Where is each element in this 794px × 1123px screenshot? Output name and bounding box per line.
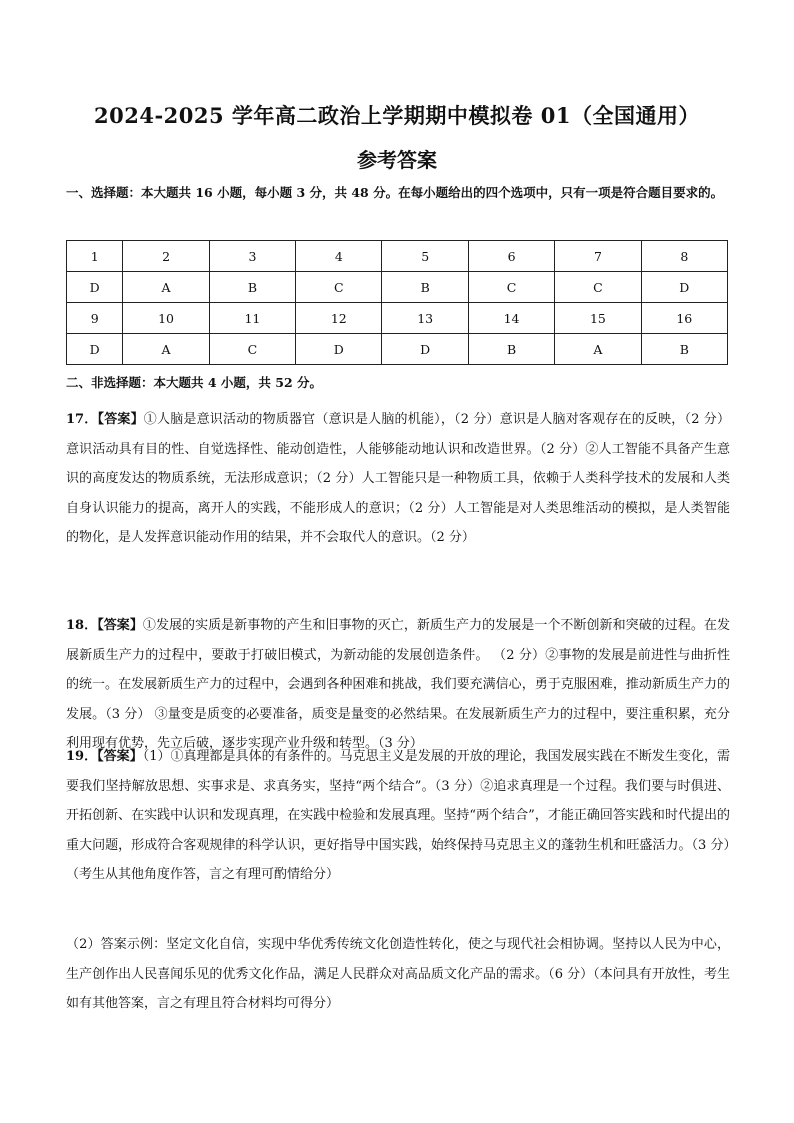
question-number-cell: 2 <box>123 241 209 272</box>
answer-cell: A <box>123 272 209 303</box>
question-number-cell: 6 <box>468 241 554 272</box>
answer-cell: B <box>468 334 554 365</box>
answer-text: ①发展的实质是新事物的产生和旧事物的灭亡，新质生产力的发展是一个不断创新和突破的过程。在发展新质生产力的过程中，要敢于打破旧模式，为新动能的发展创造条件。 （2 分）②事物的发展是前进性与曲折性的统一。在发展新质生产力的过程中，会遇到各种困难和挑战，我们要充满信心，勇于克服困难，推动新质生产力的发展。（3 分） ③量变是质变的必要准备，质变是量变的必然结果。在发展新质生产力的过程中，要注重积累，充分利用现有优势，先立后破，逐步实现产业升级和转型。（3 分） <box>66 618 730 751</box>
answer-table <box>66 240 728 365</box>
question-number-cell: 16 <box>641 303 727 334</box>
page-title: 2024-2025 学年高二政治上学期期中模拟卷 01（全国通用） <box>94 103 700 128</box>
answer-cell: D <box>641 272 727 303</box>
answer-row <box>67 272 728 303</box>
question-number-cell: 1 <box>67 241 123 272</box>
question-number-cell: 7 <box>555 241 641 272</box>
answer-cell: A <box>555 334 641 365</box>
question-number-cell: 5 <box>382 241 468 272</box>
question-number-row <box>67 303 728 334</box>
answer-text: （1）①真理都是具体的有条件的。马克思主义是发展的开放的理论，我国发展实践在不断发生变化，需要我们坚持解放思想、实事求是、求真务实，坚持“两个结合”。（3 分）②追求真理是一个过程。我们要与时俱进、开拓创新、在实践中认识和发现真理，在实践中检验和发展真理。坚持“两个结合”，才能正确回答实践和时代提出的重大问题，形成符合客观规律的科学认识，更好指导中国实践，始终保持马克思主义的蓬勃生机和旺盛活力。（3 分）（考生从其他角度作答，言之有理可酌情给分） <box>66 749 730 882</box>
answer-cell: D <box>67 334 123 365</box>
question-number-cell: 8 <box>641 241 727 272</box>
question-19-part2-answer: （2）答案示例：坚定文化自信，实现中华优秀传统文化创造性转化，使之与现代社会相协调。坚持以人民为中心，生产创作出人民喜闻乐见的优秀文化作品，满足人民群众对高品质文化产品的需求。（6 分）（本问具有开放性，考生如有其他答案，言之有理且符合材料均可得分） <box>66 937 730 1011</box>
answer-cell: C <box>296 272 382 303</box>
answer-cell: C <box>555 272 641 303</box>
answer-cell: B <box>382 272 468 303</box>
question-19-answer <box>66 742 730 890</box>
answer-tag: 【答案】 <box>97 618 143 633</box>
question-number-cell: 10 <box>123 303 209 334</box>
answer-cell: C <box>209 334 295 365</box>
question-number-row <box>67 241 728 272</box>
page-subtitle: 参考答案 <box>357 148 437 172</box>
question-number-cell: 14 <box>468 303 554 334</box>
question-number: 19． <box>66 749 98 764</box>
section-heading-choice: 一、选择题：本大题共 16 小题，每小题 3 分，共 48 分。在每小题给出的四个选项中，只有一项是符合题目要求的。 <box>66 185 724 200</box>
question-number: 17． <box>66 412 98 427</box>
answer-cell: D <box>67 272 123 303</box>
question-18-answer <box>66 611 730 759</box>
question-number-cell: 15 <box>555 303 641 334</box>
question-number-cell: 11 <box>209 303 295 334</box>
answer-cell: D <box>296 334 382 365</box>
question-17-answer <box>66 405 730 553</box>
question-number-cell: 13 <box>382 303 468 334</box>
answer-cell: B <box>209 272 295 303</box>
question-number-cell: 12 <box>296 303 382 334</box>
answer-cell: C <box>468 272 554 303</box>
question-number-cell: 4 <box>296 241 382 272</box>
answer-text: ①人脑是意识活动的物质器官（意识是人脑的机能），（2 分）意识是人脑对客观存在的反映，（2 分）意识活动具有目的性、自觉选择性、能动创造性，人能够能动地认识和改造世界。（2 分）②人工智能不具备产生意识的高度发达的物质系统，无法形成意识；（2 分）人工智能只是一种物质工具，依赖于人类科学技术的发展和人类自身认识能力的提高，离开人的实践，不能形成人的意识；（2 分）人工智能是对人类思维活动的模拟，是人类智能的物化，是人发挥意识能动作用的结果，并不会取代人的意识。（2 分） <box>66 412 730 545</box>
answer-cell: D <box>382 334 468 365</box>
answer-cell: A <box>123 334 209 365</box>
answer-tag: 【答案】 <box>97 412 144 427</box>
answer-row <box>67 334 728 365</box>
question-number-cell: 3 <box>209 241 295 272</box>
answer-cell: B <box>641 334 727 365</box>
answer-tag: 【答案】 <box>97 749 143 764</box>
question-number-cell: 9 <box>67 303 123 334</box>
section-heading-nonchoice: 二、非选择题：本大题共 4 小题，共 52 分。 <box>66 375 323 390</box>
question-number: 18． <box>66 618 98 633</box>
